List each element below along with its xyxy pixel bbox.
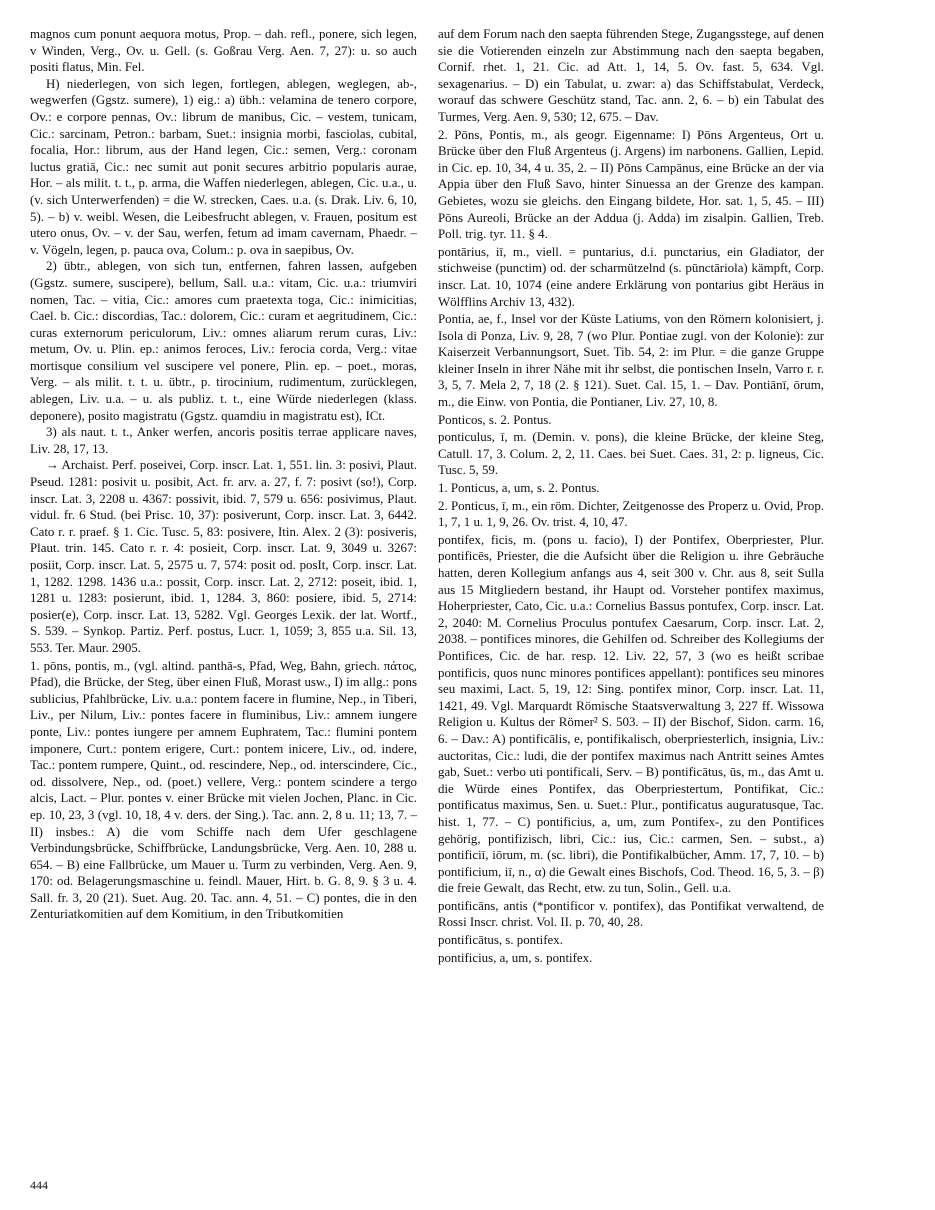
dictionary-entry: Ponticos, s. 2. Pontus.	[438, 412, 552, 427]
dictionary-entry: pontārius, iī, m., viell. = puntarius, d.i. punctarius, ein Gladiator, der stichweise (punctim) od. der scharmützelnd (s. pūnctāriola) kämpft, Corp. inscr. Lat. 10, 1074 (eine andere Erklärung von pontarius gibt Heräus in Wölfflins Archiv 13, 432).	[438, 244, 824, 309]
entry-continuation: auf dem Forum nach den saepta führenden Stege, Zugangsstege, auf denen sie die Votierenden einzeln zur Abstimmung nach den saepta begaben, Cornif. rhet. 1, 21. Cic. ad Att. 1, 14, 5. Ov. fast. 5, 634. Vgl. sexagenarius. – D) ein Tabulat, u. zwar: a) das Schiffstabulat, Verdeck, worauf das schwere Geschütz stand, Tac. ann. 2, 6. – b) ein Tabulat des Turmes, Verg. Aen. 9, 530; 12, 675. – Dav.	[438, 27, 824, 124]
sense-paragraph: H) niederlegen, von sich legen, fortlegen, ablegen, weglegen, ab-, wegwerfen (Ggstz. sumere), 1) eig.: a) übh.: velamina de tenero corpore, Ov.: e corpore pennas, Ov.: librum de manibus, Cic. – vestem, tunicam, Cic.: sarcinam, Petron.: barbam, Suet.: insignia morbi, fasciolas, cubital, focalia, Hor.: librum, aus der Hand legen, Cic.: semen, Verg.: coronam luctus gratiā, Cic.: nec sumit aut ponit secures arbitrio popularis aurae, Hor. – als milit. t. t., p. arma, die Waffen niederlegen, ablegen, Cic. u.a., u. (v. sich Unterwerfenden) = die W. strecken, Caes. u.a. (s. Drak. Liv. 6, 10, 5). – b) v. weibl. Wesen, die Leibesfrucht ablegen, v. Frauen, positum est utero onus, Ov. – v. der Sau, werfen, fetum ad imam cavernam, Phaedr. – v. Vögeln, legen, p. pauca ova, Colum.: p. ova in saepibus, Ov.	[30, 76, 417, 257]
dictionary-entry: Pontia, ae, f., Insel vor der Küste Latiums, von den Römern kolonisiert, j. Isola di Ponza, Liv. 9, 28, 7 (wo Plur. Pontiae zugl. von der Kolonie): zur Kaiserzeit Verbannungsort, Suet. Tib. 54, 2: im Plur. = die ganze Gruppe kleiner Inseln in ihrer Nähe mit ihr selbst, die pontischen Inseln, Varro r. r. 3, 5, 7. Mela 2, 7, 18 (2. § 121). Suet. Cal. 15, 1. – Dav. Pontiānī, ōrum, m., die Einw. von Pontia, die Pontianer, Liv. 27, 10, 8.	[438, 312, 824, 410]
dictionary-entry: pontificius, a, um, s. pontifex.	[438, 950, 593, 965]
dictionary-entry: pontificātus, s. pontifex.	[438, 933, 563, 948]
entry-continuation: magnos cum ponunt aequora motus, Prop. – dah. refl., ponere, sich legen, v Winden, Verg., Ov. u. Gell. (s. Goßrau Verg. Aen. 7, 27): u. so auch positi flatus, Min. Fel.	[30, 27, 417, 75]
dictionary-entry: 1. Ponticus, a, um, s. 2. Pontus.	[438, 481, 600, 496]
dictionary-entry: 2. Ponticus, ī, m., ein röm. Dichter, Zeitgenosse des Properz u. Ovid, Prop. 1, 7, 1 u. 1, 9, 26. Ov. trist. 4, 10, 47.	[438, 498, 824, 530]
dictionary-entry: pontifex, ficis, m. (pons u. facio), I) der Pontifex, Oberpriester, Plur. pontificēs, Priester, die die Aufsicht über die Religion u. ihre Gebräuche hatten, deren Kollegium anfangs aus 4, seit 300 v. Chr. aus 8, seit Sulla aus 15 Mitgliedern bestand, ihr Haupt od. Vorsteher pontifex maximus, Hoherpriester, Cato, Cic. u.a.: Cornelius Bassus pontufex, Corp. inscr. Lat. 2, 2040: M. Cornelius Proculus pontufex Caesarum, Corp. inscr. Lat. 2, 2038. – pontifices minores, die Gehilfen od. Schreiber des Kollegiums der Pontifices, Cic. de har. resp. 12. Liv. 22, 57, 3 (wo es heißt scribae pontificis, quos nunc minores pontifices appellant): pontifices seu minores seu maximi, Lact. 5, 19, 12: Sing. pontifex minor, Corp. inscr. Lat. 11, 1421, 49. Vgl. Marquardt Römische Staatsverwaltung 3, 227 ff. Wissowa Religion u. Kultus der Römer² S. 503. – II) der Bischof, Sidon. carm. 16, 6. – Dav.: A) pontificālis, e, pontifikalisch, oberpriesterlich, insignia, Liv.: auctoritas, Cic.: ludi, die der pontifex maximus nach Antritt seines Amtes gab, Suet.: verbo uti pontificali, Serv. – B) pontificātus, ūs, m., das Amt u. die Würde eines Pontifex, das Oberpriestertum, Pontifikat, Cic.: pontificatus maximus, Sen. u. Suet.: Plur., pontificatus auguratusque, Tac. hist. 1, 77. – C) pontificius, a, um, zum Pontifex-, zu den Pontifices gehörig, pontifizisch, libri, Cic.: ius, Cic.: carmen, Sen. – subst., a) pontificiī, iōrum, m. (sc. libri), die Pontifikalbücher, Amm. 17, 7, 10. – b) pontificium, iī, n., α) die Gewalt eines Bischofs, Cod. Theod. 16, 5, 3. – β) die freie Gewalt, das Recht, etw. zu tun, Solin., Gell. u.a.	[438, 532, 824, 896]
page-number: 444	[30, 1178, 48, 1192]
right-column	[438, 26, 824, 966]
left-column	[30, 26, 417, 923]
morphology-note: → Archaist. Perf. poseivei, Corp. inscr. Lat. 1, 551. lin. 3: posivi, Plaut. Pseud. 1281: posivit u. posibit, Act. fr. arv. a. 27, f. 7: posivt (so!), Corp. inscr. Lat. 3, 2208 u. 4367: possivit, ibid. 7, 579 u. 656: posivimus, Plaut. vidul. fr. 6 Stud. (bei Prisc. 10, 37): posiverunt, Corp. inscr. Lat. 3, 6442. Cato r. r. praef. § 1. Cic. Tusc. 5, 83: posivere, Itin. Alex. 2 (3): posiveris, Plaut. trin. 145. Cato r. r. 4: posieit, Corp. inscr. Lat. 9, 3049 u. 3267: posiit, Corp. inscr. Lat. 5, 2575 u. 7, 574: posit od. posIt, Corp. inscr. Lat. 1, 1282. 1298. 1436 u.a.: possit, Corp. inscr. Lat. 2, 2712: poseit, ibid. 1, 1281 u. 1283: posierunt, ibid. 1, 1284. 3, 860: posiere, ibid. 5, 2714: posier(e), Corp. inscr. Lat. 13, 5282. Vgl. Georges Lexik. der lat. Wortf., S. 539. – Synkop. Partiz. Perf. postus, Lucr. 1, 1059; 3, 855 u.a. Sil. 13, 553. Ter. Maur. 2905.	[30, 458, 417, 655]
sense-paragraph: 2) übtr., ablegen, von sich tun, entfernen, fahren lassen, aufgeben (Ggstz. sumere, suscipere), bellum, Sall. u.a.: vitam, Cic. u.a.: triumviri nomen, Tac. – vitia, Cic.: amores cum praetexta toga, Cic.: inimicitias, Cael. b. Cic.: discordias, Tac.: dolorem, Cic.: curam et aegritudinem, Cic.: curas externorum periculorum, Liv.: omnes aliarum rerum curas, Liv.: metum, Ov. u. Plin. ep.: animos feroces, Liv.: ferocia corda, Verg.: vitae mortisque consilium vel suscipere vel ponere, Plin. ep. – poet., moras, Verg. – als milit. t. t. u. übtr., p. tirocinium, rudimentum, zurücklegen, ablegen, Liv. u.a. – u. als publiz. t. t., eine Würde niederlegen (klass. deponere), posito magistratu (Ggstz. quamdiu in magistratu est), ICt.	[30, 259, 417, 423]
sense-paragraph: 3) als naut. t. t., Anker werfen, ancoris positis terrae applicare naves, Liv. 28, 17, 13.	[30, 425, 417, 456]
dictionary-entry: pontificāns, antis (*pontificor v. pontifex), das Pontifikat verwaltend, de Rossi Inscr. christ. Vol. II. p. 70, 40, 28.	[438, 898, 824, 930]
dictionary-entry: 1. pōns, pontis, m., (vgl. altind. panthā-s, Pfad, Weg, Bahn, griech. πάτος, Pfad), die Brücke, der Steg, über einen Fluß, Morast usw., I) im allg.: pons sublicius, Pfahlbrücke, Liv. u.a.: pontem facere in flumine, Nep., in Tiberi, Liv., per Nilum, Liv.: pontes facere in fluminibus, Liv.: amnem iungere ponte, Liv.: pontes iungere per amnem Euphratem, Tac.: flumini pontem imponere, Curt.: pontem erigere, Curt.: pontem inicere, Liv., od. indere, Tac.: pontem rumpere, Quint., od. rescindere, Nep., od. interscindere, Cic., od. dissolvere, Nep., od. (poet.) vellere, Verg.: pontem scindere a tergo alcis, Lact. – Plur. pontes v. einer Brücke mit vielen Jochen, Planc. in Cic. ep. 10, 23, 3 (vgl. 10, 18, 4 v. ders. der Sing.). Tac. ann. 2, 8 u. 11; 13, 7. – II) insbes.: A) die vom Schiffe nach dem Ufer geschlagene Verbindungsbrücke, Schiffbrücke, Landungsbrücke, Verg. Aen. 10, 288 u. 654. – B) eine Fallbrücke, um Mauer u. Turm zu verbinden, Verg. Aen. 9, 170: od. Belagerungsmaschine u. feindl. Mauer, Hirt. b. G. 8, 9. § 3 u. 4. Sall. fr. 3, 20 (21). Suet. Aug. 20. Tac. ann. 4, 51. – C) pontes, die in den Zenturiatkomitien auf dem Komitium, in den Tributkomitien	[30, 658, 417, 922]
dictionary-entry: ponticulus, ī, m. (Demin. v. pons), die kleine Brücke, der kleine Steg, Catull. 17, 3. Colum. 2, 2, 11. Caes. bei Suet. Caes. 31, 2: p. ligneus, Cic. Tusc. 5, 59.	[438, 430, 824, 478]
dictionary-entry: 2. Pōns, Pontis, m., als geogr. Eigenname: I) Pōns Argenteus, Ort u. Brücke über den Fluß Argenteus (j. Argens) im narbonens. Gallien, Lepid. in Cic. ep. 10, 34, 4 u. 35, 2. – II) Pōns Campānus, eine Brücke an der via Appia über den Fluß Savo, hinter Sinuessa an der Grenze des kampan. Gebietes, wozu sie gleichs. den Eingang bildete, Hor. sat. 1, 5, 45. – III) Pōns Aureoli, Brücke an der Addua (j. Adda) im zisalpin. Gallien, Treb. Poll. trig. tyr. 11. § 4.	[438, 127, 824, 242]
